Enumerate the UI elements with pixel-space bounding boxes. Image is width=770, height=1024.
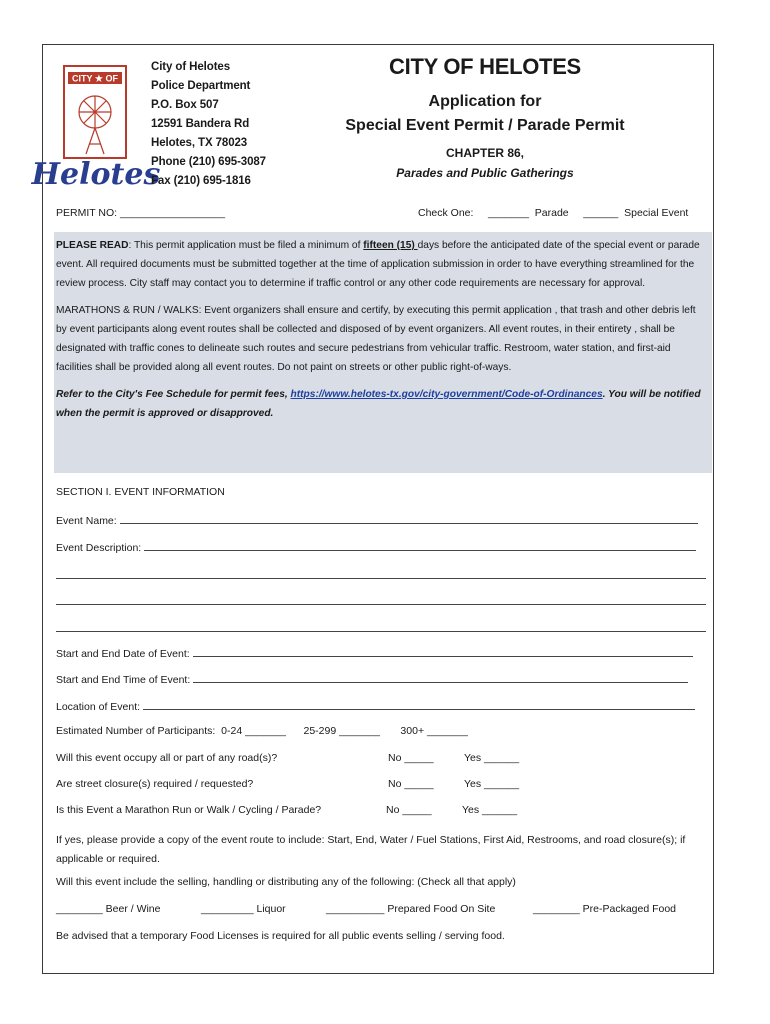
notice-marathons: MARATHONS & RUN / WALKS: Event organizers shall ensure and certify, by executing this permit application , that trash and other debris left by event participants along event routes shall be collected and disposed of by event organizers. All event routes, in their entirety , shall be designated with traffic cones to delineate such routes and secure pedestrians from vehicular traffic. Restroom, water station, and first-aid facilities shall be provided along all event routes. Do not paint on streets or other public right-of-ways. — [56, 305, 696, 373]
prepackaged-food-option[interactable]: ________ Pre-Packaged Food — [533, 903, 677, 915]
fee-text: Refer to the City's Fee Schedule for permit fees, — [56, 389, 291, 400]
selling-question: Will this event include the selling, handling or distributing any of the following: (Check all that apply) — [56, 876, 516, 888]
participants-label: Estimated Number of Participants: — [56, 725, 216, 737]
application-line-2: Special Event Permit / Parade Permit — [345, 117, 625, 134]
participants-option-25-299[interactable]: 25-299 _______ — [303, 725, 380, 737]
location-field[interactable] — [143, 699, 695, 710]
description-line-2[interactable] — [56, 577, 706, 579]
location-label: Location of Event: — [56, 701, 141, 713]
question-closure: Are street closure(s) required / requested? — [56, 778, 254, 790]
city-logo — [31, 62, 161, 192]
time-row — [56, 672, 688, 686]
start-end-date-field[interactable] — [193, 646, 693, 657]
address-line: Police Department — [151, 80, 251, 92]
food-license-advisory: Be advised that a temporary Food Licenses is required for all public events selling / serving food. — [56, 930, 505, 942]
start-end-time-label: Start and End Time of Event: — [56, 674, 191, 686]
fee-text: . You will be notified when the permit is approved or disapproved. — [56, 389, 701, 419]
closure-yes-option[interactable]: Yes ______ — [464, 778, 520, 790]
check-one-label: Check One: — [418, 207, 474, 219]
liquor-option[interactable]: _________ Liquor — [201, 903, 286, 915]
participants-option-300-plus[interactable]: 300+ _______ — [400, 725, 468, 737]
notice-box — [54, 232, 712, 473]
participants-option-0-24[interactable]: 0-24 _______ — [221, 725, 286, 737]
address-line: P.O. Box 507 — [151, 99, 219, 111]
special-event-label: Special Event — [624, 207, 689, 219]
event-name-row — [56, 513, 698, 527]
notice-please-read — [56, 236, 706, 293]
date-row — [56, 646, 693, 660]
marathon-yes-option[interactable]: Yes ______ — [462, 804, 518, 816]
special-event-checkbox[interactable]: ______ — [583, 207, 619, 219]
marathon-no-option[interactable]: No _____ — [386, 804, 432, 816]
city-title: CITY OF HELOTES — [389, 54, 581, 79]
application-title — [320, 90, 650, 138]
route-note: If yes, please provide a copy of the event route to include: Start, End, Water / Fuel Stations, First Aid, Restrooms, and road closure(s); if applicable or required. — [56, 834, 686, 865]
chapter-subtitle: Parades and Public Gatherings — [396, 166, 574, 180]
chapter-label: CHAPTER 86, — [445, 146, 525, 160]
start-end-time-field[interactable] — [193, 672, 688, 683]
closure-no-option[interactable]: No _____ — [388, 778, 434, 790]
parade-label: Parade — [534, 207, 569, 219]
permit-number-field[interactable]: PERMIT NO: __________________ — [56, 207, 226, 219]
event-name-field[interactable] — [120, 513, 698, 524]
application-line-1: Application for — [428, 93, 542, 110]
please-read-label: PLEASE READ — [56, 240, 129, 251]
notice-fee-schedule — [56, 385, 706, 423]
participants-row — [56, 725, 468, 737]
section-heading: SECTION I. EVENT INFORMATION — [56, 486, 225, 498]
logo-top-text: CITY ★ OF — [72, 73, 118, 84]
notice-text: : This permit application must be filed a minimum of — [128, 240, 364, 251]
question-road: Will this event occupy all or part of any road(s)? — [56, 752, 278, 764]
location-row — [56, 699, 695, 713]
event-name-label: Event Name: — [56, 515, 117, 527]
beer-wine-option[interactable]: ________ Beer / Wine — [56, 903, 161, 915]
description-line-4[interactable] — [56, 630, 706, 632]
address-line: Helotes, TX 78023 — [151, 137, 248, 149]
description-line-3[interactable] — [56, 603, 706, 605]
department-address — [151, 58, 266, 191]
event-description-row — [56, 540, 696, 554]
check-one-row — [418, 207, 688, 219]
fifteen-days: fifteen (15) — [363, 240, 418, 251]
parade-checkbox[interactable]: _______ — [488, 207, 529, 219]
logo-script-text: Helotes — [31, 157, 161, 192]
title-block — [320, 54, 650, 180]
address-line: Fax (210) 695-1816 — [151, 175, 251, 187]
event-description-label: Event Description: — [56, 542, 142, 554]
start-end-date-label: Start and End Date of Event: — [56, 648, 190, 660]
address-line: City of Helotes — [151, 61, 231, 73]
address-line: 12591 Bandera Rd — [151, 118, 250, 130]
question-marathon: Is this Event a Marathon Run or Walk / Cycling / Parade? — [56, 804, 322, 816]
prepared-food-option[interactable]: __________ Prepared Food On Site — [326, 903, 496, 915]
road-no-option[interactable]: No _____ — [388, 752, 434, 764]
event-description-field[interactable] — [144, 540, 696, 551]
notice-text: days before the anticipated date of the special event or parade event. All required documents must be submitted together at the time of application submission in order to have everything streamlined for the review process. City staff may contact you to determine if traffic control or any other code requirements are necessary for approval. — [56, 240, 700, 289]
ordinances-link[interactable]: https://www.helotes-tx.gov/city-government/Code-of-Ordinances — [290, 389, 603, 400]
address-line: Phone (210) 695-3087 — [151, 156, 266, 168]
road-yes-option[interactable]: Yes ______ — [464, 752, 520, 764]
